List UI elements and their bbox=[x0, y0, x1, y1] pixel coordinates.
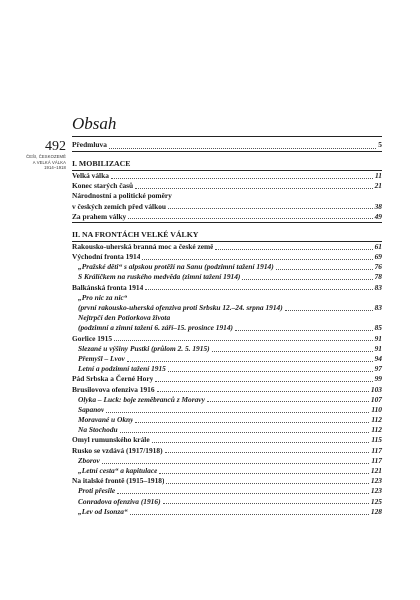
toc-subentry[interactable] bbox=[72, 293, 382, 303]
toc-subentry[interactable] bbox=[72, 497, 382, 507]
dot-leader bbox=[128, 218, 372, 219]
toc-entry-title: Nejtrpčí den Potiorkova života bbox=[78, 313, 171, 323]
toc-entry-page: 125 bbox=[370, 496, 382, 506]
dot-leader bbox=[127, 361, 373, 362]
toc-entry-title: Letní a podzimní tažení 1915 bbox=[78, 364, 166, 374]
toc-entry-title: Balkánská fronta 1914 bbox=[72, 282, 144, 292]
toc-subentry[interactable] bbox=[72, 486, 382, 496]
toc-entry[interactable] bbox=[72, 191, 382, 201]
toc-entry-page: 128 bbox=[370, 506, 382, 516]
dot-leader bbox=[117, 493, 369, 494]
book-title-line: ČEŠI, ČESKOZEMĚ bbox=[26, 154, 66, 159]
page-title: Obsah bbox=[72, 114, 117, 133]
toc-subentry[interactable] bbox=[72, 507, 382, 517]
toc-entry-title: S Králíčkem na ruského medvěda (zimní tažení 1914) bbox=[78, 272, 241, 282]
dot-leader bbox=[207, 401, 369, 402]
book-title-line: 1914–1918 bbox=[44, 165, 66, 170]
section-heading: I. MOBILIZACE bbox=[72, 158, 382, 171]
toc-entry[interactable] bbox=[72, 334, 382, 344]
toc-subentry[interactable] bbox=[72, 425, 382, 435]
dot-leader bbox=[242, 279, 372, 280]
dot-leader bbox=[159, 473, 368, 474]
toc-subentry[interactable] bbox=[72, 303, 382, 313]
dot-leader bbox=[212, 351, 373, 352]
toc-entry[interactable] bbox=[72, 436, 382, 446]
toc-entry-page: 83 bbox=[374, 282, 382, 292]
dot-leader bbox=[135, 188, 372, 189]
toc-entry-title: Gorlice 1915 bbox=[72, 333, 113, 343]
toc-entry-title: Pád Srbska a Černé Hory bbox=[72, 374, 154, 384]
toc-entry-page: 49 bbox=[374, 211, 382, 221]
toc-entry-title: Slezané u výšiny Pustki (průlom 2. 5. 1915) bbox=[78, 343, 210, 353]
toc-entry-page: 5 bbox=[378, 140, 382, 149]
toc-entry-title: Proti přesile bbox=[78, 486, 116, 496]
toc-entry-page: 83 bbox=[374, 303, 382, 313]
toc-entry-page: 103 bbox=[370, 384, 382, 394]
toc-entry-page: 61 bbox=[374, 241, 382, 251]
dot-leader bbox=[165, 452, 370, 453]
toc-subentry[interactable] bbox=[72, 364, 382, 374]
toc-subentry[interactable] bbox=[72, 466, 382, 476]
toc-entry-page: 69 bbox=[374, 252, 382, 262]
toc-entry-preface[interactable] bbox=[72, 139, 382, 152]
dot-leader bbox=[120, 432, 370, 433]
toc-entry-page: 99 bbox=[374, 374, 382, 384]
page-number: 492 bbox=[45, 139, 66, 154]
toc-entry[interactable] bbox=[72, 374, 382, 384]
dot-leader bbox=[111, 178, 373, 179]
toc-entry[interactable] bbox=[72, 283, 382, 293]
dot-leader bbox=[215, 249, 372, 250]
toc-entry[interactable] bbox=[72, 212, 382, 223]
toc-entry-page: 117 bbox=[371, 455, 382, 465]
toc-entry-page: 11 bbox=[375, 170, 382, 180]
toc-entry-page: 76 bbox=[374, 262, 382, 272]
toc-entry-title: Předmluva bbox=[72, 140, 107, 149]
dot-leader bbox=[166, 483, 368, 484]
toc-entry-page: 91 bbox=[374, 343, 382, 353]
toc-entry-title: Brusilovova ofenziva 1916 bbox=[72, 384, 155, 394]
toc-entry-title: „Pro nic za nic“ bbox=[78, 292, 128, 302]
toc-entry-page: 107 bbox=[370, 394, 382, 404]
toc-entry-page: 78 bbox=[374, 272, 382, 282]
toc-entry-title: Velká válka bbox=[72, 170, 109, 180]
toc-entry-page: 121 bbox=[370, 466, 382, 476]
dot-leader bbox=[276, 269, 373, 270]
dot-leader bbox=[109, 148, 376, 149]
dot-leader bbox=[168, 208, 373, 209]
toc-entry-page: 21 bbox=[374, 181, 382, 191]
dot-leader bbox=[163, 503, 369, 504]
dot-leader bbox=[235, 330, 373, 331]
toc-entry-title: „Pražské děti“ s alpskou protěží na Sanu (podzimní tažení 1914) bbox=[78, 262, 274, 272]
dot-leader bbox=[155, 381, 372, 382]
toc-entry-title: Za prahem války bbox=[72, 211, 127, 221]
toc-entry-page: 85 bbox=[374, 323, 382, 333]
dot-leader bbox=[285, 310, 373, 311]
toc-entry-title: (podzimní a zimní tažení 6. září–15. prosince 1914) bbox=[78, 323, 234, 333]
toc-entry-title: Rusko se vzdává (1917/1918) bbox=[72, 445, 163, 455]
toc-subentry[interactable] bbox=[72, 273, 382, 283]
toc-entry[interactable] bbox=[72, 446, 382, 456]
toc-entry-page: 110 bbox=[371, 404, 382, 414]
toc-entry-page: 117 bbox=[371, 445, 382, 455]
toc-entry-title: Na Stochodu bbox=[78, 425, 118, 435]
book-title-line: A VELKÁ VÁLKA bbox=[32, 159, 66, 165]
table-of-contents bbox=[72, 139, 382, 517]
toc-subentry[interactable] bbox=[72, 405, 382, 415]
dot-leader bbox=[152, 442, 370, 443]
toc-entry-title: Olyka – Luck: boje zeměbranců z Moravy bbox=[78, 394, 205, 404]
toc-subentry[interactable] bbox=[72, 262, 382, 272]
dot-leader bbox=[142, 259, 372, 260]
toc-entry[interactable] bbox=[72, 202, 382, 212]
dot-leader bbox=[130, 514, 369, 515]
toc-entry-title: v českých zemích před válkou bbox=[72, 201, 167, 211]
toc-entry[interactable] bbox=[72, 171, 382, 181]
toc-subentry[interactable] bbox=[72, 354, 382, 364]
toc-entry-title: Omyl rumunského krále bbox=[72, 435, 150, 445]
toc-entry-title: Sapanov bbox=[78, 404, 105, 414]
toc-subentry[interactable] bbox=[72, 415, 382, 425]
toc-entry[interactable] bbox=[72, 181, 382, 191]
toc-entry-page: 115 bbox=[371, 435, 382, 445]
dot-leader bbox=[114, 340, 373, 341]
dot-leader bbox=[145, 289, 372, 290]
toc-entry[interactable] bbox=[72, 476, 382, 486]
dot-leader bbox=[106, 412, 369, 413]
toc-entry-page: 91 bbox=[374, 333, 382, 343]
toc-subentry[interactable] bbox=[72, 456, 382, 466]
dot-leader bbox=[135, 422, 369, 423]
toc-entry-title: Moravané u Okny bbox=[78, 415, 134, 425]
toc-entry-title: „Letní cesta“ a kapitulace bbox=[78, 466, 158, 476]
toc-entry-page: 38 bbox=[374, 201, 382, 211]
toc-entry[interactable] bbox=[72, 385, 382, 395]
toc-entry-title: „Lev od Isonza“ bbox=[78, 506, 128, 516]
toc-entry-title: Rakousko-uherská branná moc a české země bbox=[72, 241, 214, 251]
toc-entry-page: 123 bbox=[370, 476, 382, 486]
toc-entry-title: Konec starých časů bbox=[72, 181, 134, 191]
toc-entry-title: (první rakousko-uherská ofenziva proti Srbsku 12.–24. srpna 1914) bbox=[78, 303, 283, 313]
section-heading: II. NA FRONTÁCH VELKÉ VÁLKY bbox=[72, 229, 382, 242]
toc-entry[interactable] bbox=[72, 252, 382, 262]
page-header bbox=[72, 114, 382, 137]
toc-entry-title: Na italské frontě (1915–1918) bbox=[72, 476, 165, 486]
toc-entry-page: 97 bbox=[374, 364, 382, 374]
toc-subentry[interactable] bbox=[72, 395, 382, 405]
toc-subentry[interactable] bbox=[72, 344, 382, 354]
dot-leader bbox=[102, 463, 370, 464]
toc-entry-title: Východní fronta 1914 bbox=[72, 252, 141, 262]
toc-entry-page: 94 bbox=[374, 353, 382, 363]
dot-leader bbox=[168, 371, 373, 372]
side-caption bbox=[24, 139, 66, 171]
toc-entry-title: Přemyšl – Lvov bbox=[78, 353, 125, 363]
toc-entry-page: 112 bbox=[371, 425, 382, 435]
toc-entry-title: Conradova ofenziva (1916) bbox=[78, 496, 161, 506]
toc-entry[interactable] bbox=[72, 242, 382, 252]
toc-subentry[interactable] bbox=[72, 323, 382, 333]
dot-leader bbox=[157, 391, 369, 392]
toc-entry-page: 123 bbox=[370, 486, 382, 496]
toc-entry-title: Zborov bbox=[78, 455, 100, 465]
toc-entry-title: Národnostní a politické poměry bbox=[72, 191, 172, 201]
toc-entry-page: 112 bbox=[371, 415, 382, 425]
toc-subentry[interactable] bbox=[72, 313, 382, 323]
